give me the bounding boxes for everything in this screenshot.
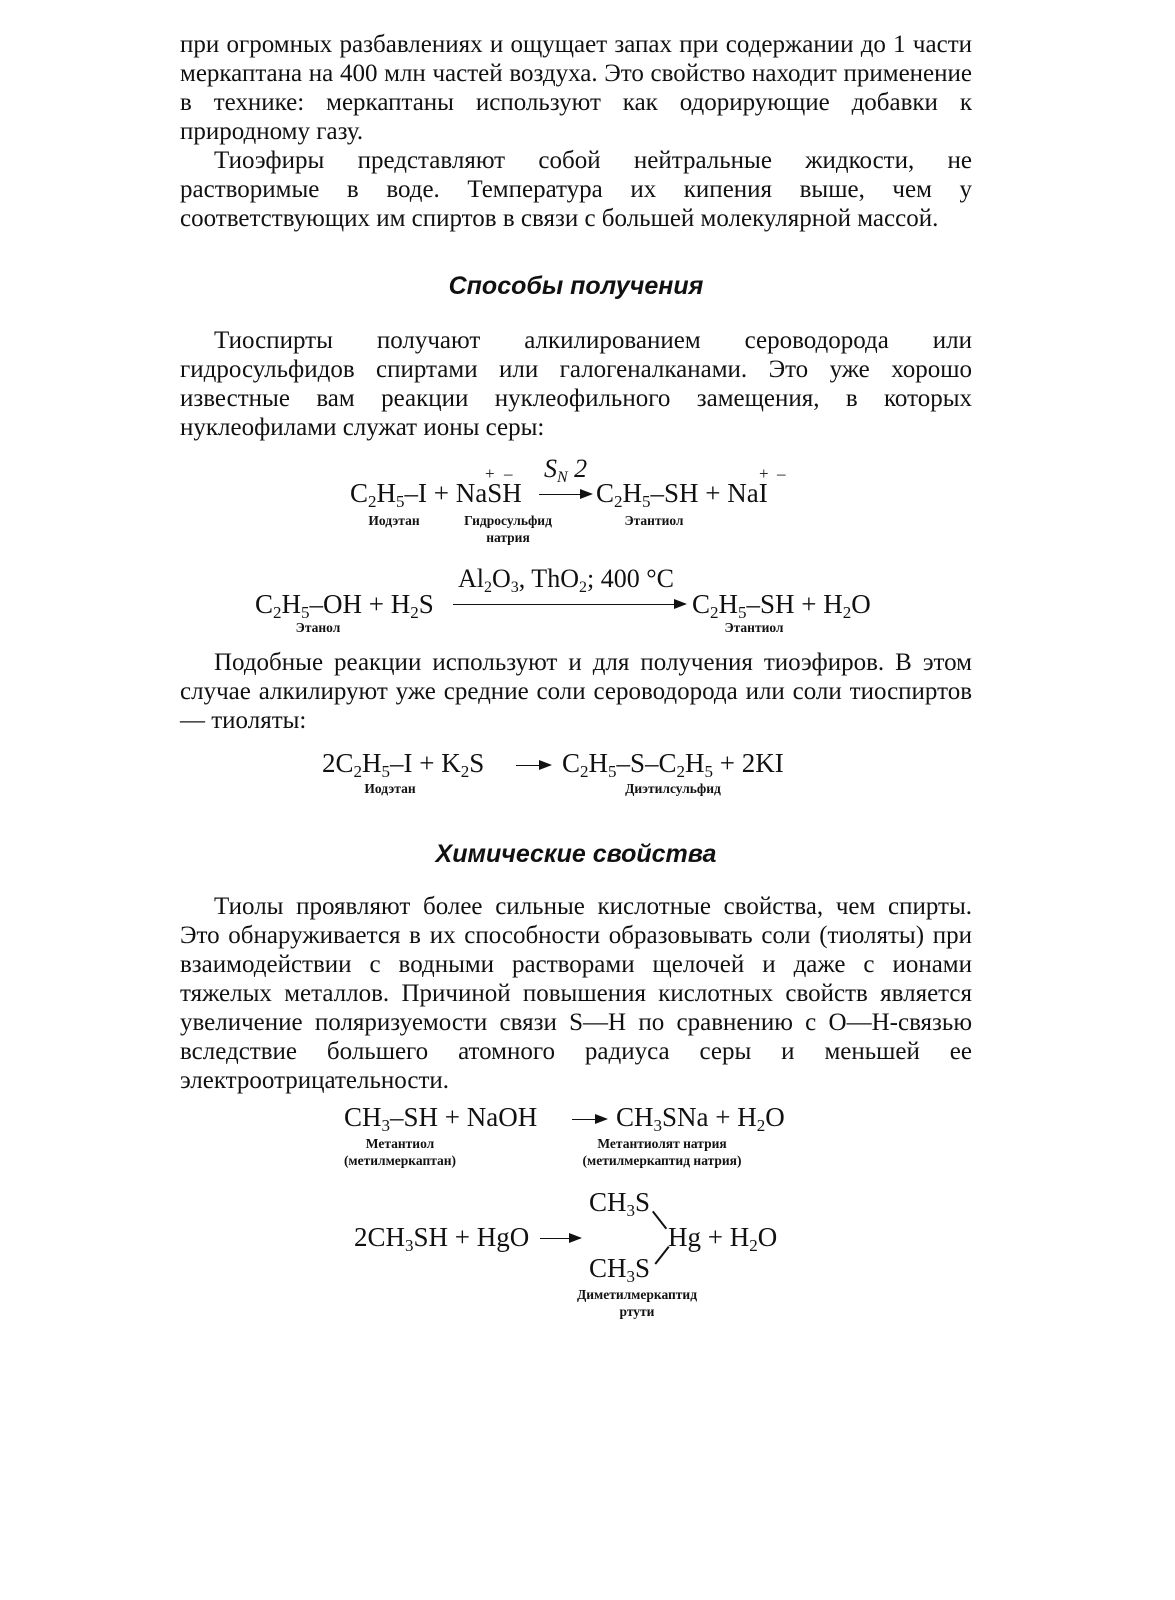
reaction-2-equation: $C_2H_5-OH + H_2S$ <box>255 589 434 622</box>
paragraph-acidity: Тиолы проявляют более сильные кислотные свойства, чем спирты. Это обнаруживается в их способности образовывать соли (тиоляты) при взаимодействии с водными растворами щелочей и даже с ионами тяжелых металлов. Причиной повышения кислотных свойств является увеличение поляризуемости связи S—H по сравнению с O—H-связью вследствие большего атомного радиуса серы и меньшей ее электроотрицательности. <box>180 893 972 1094</box>
paragraph-thioethers-preparation: Подобные реакции используют и для получения тиоэфиров. В этом случае алкилируют уже средние соли сероводорода или соли тиоспиртов — тиоляты: <box>180 649 972 734</box>
charge-minus: – <box>504 464 513 483</box>
ch3s-group-top: $CH_3S$ <box>589 1187 651 1220</box>
label-hydrosulfide: Гидросульфид <box>464 513 552 528</box>
reaction-arrow <box>539 494 591 495</box>
paragraph-intro: при огромных разбавлениях и ощущает запах при содержании до 1 части меркаптана на 400 млн частей воздуха. Это свойство находит применение в технике: меркаптаны используют как одорирующие добавки к природному газу. <box>180 31 972 145</box>
label-mercury: ртути <box>619 1304 655 1319</box>
reaction-1-equation: $C_2H_5-I$ + NaSH <box>350 478 522 511</box>
section-heading-preparation: Способы получения <box>448 272 704 300</box>
paragraph-thioethers: Тиоэфиры представляют собой нейтральные жидкости, не растворимые в воде. Температура их кипения выше, чем у соответствующих им спиртов в связи с большей молекулярной массой. <box>180 147 972 232</box>
reaction-3-equation: $2C_2H_5-I + K_2S$ <box>322 748 485 781</box>
label-methyl-mercaptan: (метилмеркаптан) <box>343 1153 457 1168</box>
label-iodoethane: Иодэтан <box>364 781 416 796</box>
label-hydrosulfide-sodium: натрия <box>486 530 530 545</box>
label-dimethylmercaptide: Диметилмеркаптид <box>576 1287 698 1302</box>
label-ethanethiol: Этантиол <box>724 620 784 635</box>
label-sodium-methyl-mercaptide: (метилмеркаптид натрия) <box>582 1153 742 1168</box>
document-page: при огромных разбавлениях и ощущает запах при содержании до 1 части меркаптана на 400 млн частей воздуха. Это свойство находит применение в технике: меркаптаны используют как одорирующие добавки к природному газу. Тиоэфиры представляют собой нейтральные жидкости, не растворимые в воде. Температура их кипения выше, чем у соответствующих им спиртов в связи с большей молекулярной массой. Способы получения Тиоспирты получают алкилированием сероводорода или гидросульфидов спиртами или галогеналканами. Это уже хорошо известные вам реакции нуклеофильного замещения, в которых нуклеофилами служат ионы серы: $C_2H_5-I$ + NaSH + – $S_N$ 2 $C_2H_5-SH$ + NaI + – Иодэтан Гидросульфид натрия Этантиол $C_2H_5-OH + H_2S$ $Al_2O_3$, ThO$_2$; 400 °C $C_2H_5-SH + H_2O$ Этанол Этантиол Подобные реакции используют и для получения тиоэфиров. В этом случае алкилируют уже средние соли сероводорода или соли тиоспиртов — тиоляты: $2C_2H_5-I + K_2S$ $C_2H_5-S-C_2H_5 + 2KI$ Иодэтан Диэтилсульфид Химические свойства Тиолы проявляют более сильные кислотные свойства, чем спирты. Это обнаруживается в их способности образовывать соли (тиоляты) при взаимодействии с водными растворами щелочей и даже с ионами тяжелых металлов. Причиной повышения кислотных свойств является увеличение поляризуемости связи S—H по сравнению с O—H-связью вследствие большего атомного радиуса серы и меньшей ее электроотрицательности. $CH_3-SH$ + NaOH $CH_3SNa + H_2O$ Метантиол (метилмеркаптан) Метантиолят натрия (метилмеркаптид натрия) $2CH_3SH$ + HgO $CH_3S$ $CH_3S$ $Hg + H_2O$ Диметилмеркаптид ртути <box>180 31 972 1319</box>
reaction-arrow <box>453 604 685 605</box>
reaction-arrow <box>572 1119 606 1120</box>
label-methanethiol: Метантиол <box>365 1136 435 1151</box>
charge-plus: + <box>485 464 495 483</box>
paragraph-preparation: Тиоспирты получают алкилированием сероводорода или гидросульфидов спиртами или галогеналканами. Это уже хорошо известные вам реакции нуклеофильного замещения, в которых нуклеофилами служат ионы серы: <box>180 327 972 441</box>
charge-minus: – <box>777 464 786 483</box>
label-sodium-methanethiolate: Метантиолят натрия <box>597 1136 727 1151</box>
bond-line <box>652 1211 667 1229</box>
reaction-arrow <box>540 1238 580 1239</box>
reaction-4-equation: $CH_3-SH$ + NaOH <box>344 1102 538 1135</box>
label-ethanol: Этанол <box>295 620 341 635</box>
label-ethanethiol: Этантиол <box>624 513 684 528</box>
ch3s-group-bottom: $CH_3S$ <box>589 1253 651 1286</box>
charge-plus: + <box>759 464 769 483</box>
reaction-2-condition: $Al_2O_3$, ThO$_2$; 400 °C <box>458 564 674 596</box>
label-iodoethane: Иодэтан <box>368 513 420 528</box>
reaction-arrow <box>516 765 550 766</box>
section-heading-chemical-properties: Химические свойства <box>435 840 717 868</box>
reaction-1-condition: $S_N$ 2 <box>544 454 588 486</box>
label-diethylsulfide: Диэтилсульфид <box>625 781 721 796</box>
reaction-5-equation: $2CH_3SH$ + HgO <box>354 1222 530 1255</box>
